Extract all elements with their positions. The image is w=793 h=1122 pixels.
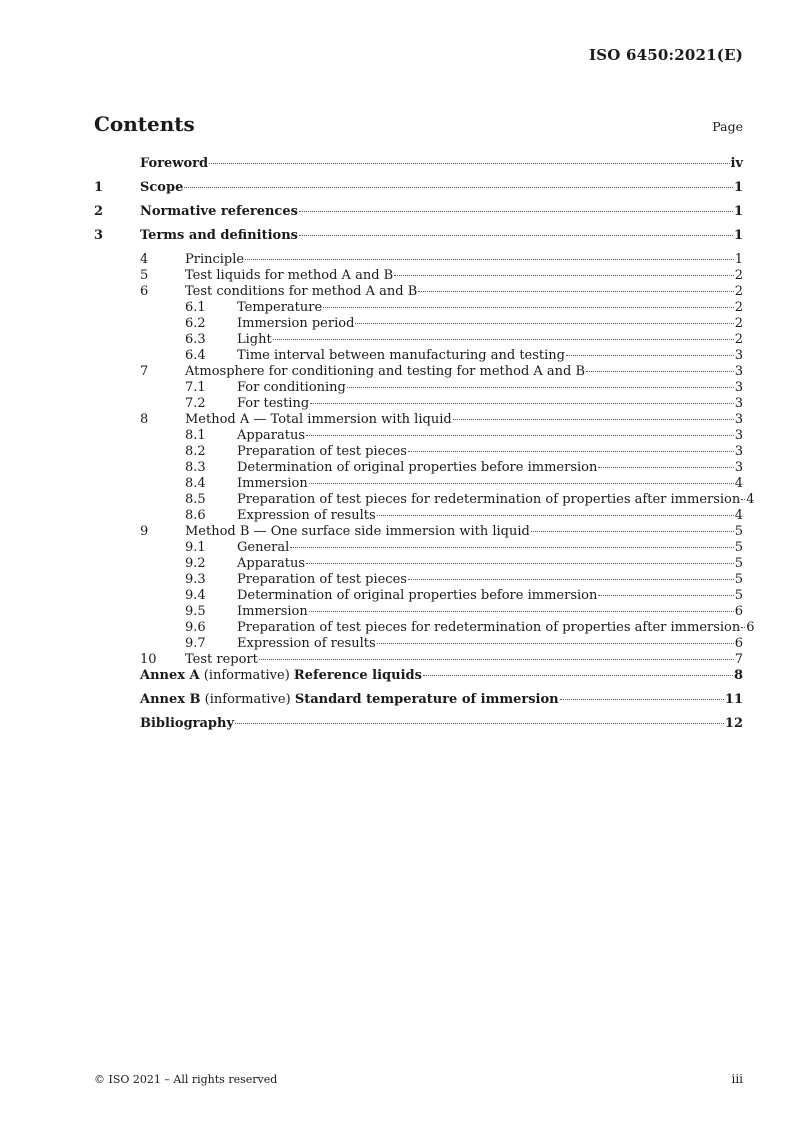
toc-entry-title: Apparatus [237, 428, 306, 443]
toc-entry-number: 8.3 [185, 460, 206, 475]
toc-entry-title: Atmosphere for conditioning and testing for method A and B [185, 364, 586, 379]
dot-leader [273, 339, 734, 340]
toc-entry-title: Immersion period [237, 316, 355, 331]
annex-title: Reference liquids [293, 668, 422, 683]
page-number: iii [731, 1072, 743, 1086]
toc-entry[interactable] [94, 540, 743, 556]
toc-entry-number: 4 [140, 252, 149, 267]
toc-entry-title: Foreword [140, 156, 209, 171]
toc-entry-title: Preparation of test pieces for redetermination of properties after immersion [237, 620, 741, 635]
toc-entry[interactable] [94, 444, 743, 460]
toc-entry-page: 3 [734, 444, 743, 459]
toc-entry-page: 2 [734, 316, 743, 331]
toc-entry-page: 6 [746, 620, 755, 635]
dot-leader [741, 627, 745, 628]
toc-entry-page: 1 [733, 228, 743, 243]
toc-entry-title: Normative references [140, 204, 298, 219]
toc-entry[interactable] [94, 716, 743, 740]
toc-entry[interactable] [94, 180, 743, 204]
toc-entry-title: Expression of results [237, 636, 376, 651]
toc-entry-page: 4 [746, 492, 755, 507]
toc-entry[interactable] [94, 332, 743, 348]
toc-entry-number: 7.1 [185, 380, 206, 395]
dot-leader [394, 275, 734, 276]
annex-qualifier: (informative) [199, 668, 294, 683]
toc-entry-number: 1 [94, 180, 104, 195]
toc-entry-number: 7.2 [185, 396, 206, 411]
toc-entry[interactable] [94, 284, 743, 300]
toc-entry[interactable] [94, 652, 743, 668]
toc-entry-title: Principle [185, 252, 245, 267]
dot-leader [531, 531, 734, 532]
dot-leader [209, 163, 729, 164]
dot-leader [259, 659, 734, 660]
toc-entry-page: 1 [733, 180, 743, 195]
toc-entry[interactable] [94, 396, 743, 412]
toc-entry-number: 8.6 [185, 508, 206, 523]
toc-entry-title [140, 692, 559, 708]
toc-entry-number: 2 [94, 204, 104, 219]
toc-entry-number: 9.2 [185, 556, 206, 571]
toc-entry-title: Immersion [237, 604, 308, 619]
toc-entry-page: iv [730, 156, 743, 171]
toc-entry-page: 1 [733, 204, 743, 219]
toc-entry[interactable] [94, 412, 743, 428]
toc-entry-number: 6 [140, 284, 149, 299]
toc-entry[interactable] [94, 692, 743, 716]
toc-entry-title: Bibliography [140, 716, 235, 731]
toc-entry-title: Test report [185, 652, 258, 667]
toc-entry-title: Test liquids for method A and B [185, 268, 394, 283]
toc-entry-title: Expression of results [237, 508, 376, 523]
page-title: Contents [94, 112, 195, 136]
dot-leader [408, 451, 734, 452]
dot-leader [347, 387, 734, 388]
toc-entry-number: 8.5 [185, 492, 206, 507]
dot-leader [306, 435, 734, 436]
toc-entry-page: 7 [734, 652, 743, 667]
toc-entry-title: Apparatus [237, 556, 306, 571]
dot-leader [377, 643, 734, 644]
toc-entry-title: For conditioning [237, 380, 346, 395]
toc-entry-number: 9.3 [185, 572, 206, 587]
toc-entry-page: 5 [734, 524, 743, 539]
dot-leader [741, 499, 745, 500]
dot-leader [423, 675, 733, 676]
toc-entry-number: 6.1 [185, 300, 206, 315]
toc-entry[interactable] [94, 364, 743, 380]
toc-entry[interactable] [94, 316, 743, 332]
toc-entry-page: 5 [734, 540, 743, 555]
toc-entry-title: Determination of original properties before immersion [237, 588, 598, 603]
annex-qualifier: (informative) [200, 692, 295, 707]
toc-entry[interactable] [94, 268, 743, 284]
toc-entry-page: 3 [734, 364, 743, 379]
toc-entry-title: Scope [140, 180, 184, 195]
toc-entry-page: 12 [724, 716, 743, 731]
toc-entry-page: 3 [734, 428, 743, 443]
toc-entry-number: 9.4 [185, 588, 206, 603]
toc-entry-title: Time interval between manufacturing and testing [237, 348, 565, 363]
toc-entry-title: Immersion [237, 476, 308, 491]
toc-entry-page: 3 [734, 396, 743, 411]
toc-entry-page: 4 [734, 508, 743, 523]
toc-entry[interactable] [94, 636, 743, 652]
toc-entry-title: General [237, 540, 290, 555]
toc-entry[interactable] [94, 348, 743, 364]
toc-entry-page: 2 [734, 284, 743, 299]
dot-leader [560, 699, 724, 700]
toc-entry-title: Determination of original properties before immersion [237, 460, 598, 475]
toc-entry-page: 1 [734, 252, 743, 267]
toc-entry-title: For testing [237, 396, 310, 411]
toc-entry[interactable] [94, 252, 743, 268]
toc-entry[interactable] [94, 620, 755, 636]
dot-leader [299, 211, 733, 212]
toc-entry[interactable] [94, 604, 743, 620]
toc-entry-number: 6.4 [185, 348, 206, 363]
dot-leader [566, 355, 734, 356]
dot-leader [453, 419, 734, 420]
dot-leader [245, 259, 734, 260]
toc-entry-page: 3 [734, 380, 743, 395]
toc-entry[interactable] [94, 572, 743, 588]
dot-leader [310, 403, 734, 404]
dot-leader [418, 291, 733, 292]
toc-entry[interactable] [94, 588, 743, 604]
toc-entry-number: 6.3 [185, 332, 206, 347]
toc-entry-page: 3 [734, 348, 743, 363]
toc-entry-number: 9.5 [185, 604, 206, 619]
toc-entry-title [140, 668, 422, 684]
toc-entry-page: 5 [734, 556, 743, 571]
toc-entry-number: 9 [140, 524, 149, 539]
toc-entry-title: Light [237, 332, 272, 347]
toc-entry-title: Temperature [237, 300, 323, 315]
toc-entry[interactable] [94, 204, 743, 228]
toc-entry-page: 3 [734, 460, 743, 475]
toc-entry[interactable] [94, 428, 743, 444]
toc-entry[interactable] [94, 476, 743, 492]
toc-entry[interactable] [94, 380, 743, 396]
toc-entry-page: 3 [734, 412, 743, 427]
toc-entry-number: 8.2 [185, 444, 206, 459]
annex-title: Standard temperature of immersion [294, 692, 559, 707]
toc-entry-page: 5 [734, 572, 743, 587]
dot-leader [355, 323, 733, 324]
dot-leader [323, 307, 734, 308]
toc-entry-page: 4 [734, 476, 743, 491]
toc-entry-number: 9.7 [185, 636, 206, 651]
toc-entry[interactable] [94, 300, 743, 316]
annex-label: Annex B [140, 692, 201, 707]
dot-leader [235, 723, 724, 724]
toc-entry[interactable] [94, 508, 743, 524]
table-of-contents [94, 156, 755, 740]
dot-leader [408, 579, 734, 580]
toc-entry-page: 2 [734, 268, 743, 283]
toc-entry-page: 2 [734, 332, 743, 347]
toc-entry-page: 2 [734, 300, 743, 315]
toc-entry[interactable] [94, 156, 743, 180]
toc-entry-number: 9.6 [185, 620, 206, 635]
copyright-notice: © ISO 2021 – All rights reserved [94, 1073, 278, 1086]
toc-entry-number: 8.4 [185, 476, 206, 491]
toc-entry-title: Method B — One surface side immersion with liquid [185, 524, 530, 539]
dot-leader [598, 595, 733, 596]
toc-entry-title: Preparation of test pieces [237, 572, 407, 587]
toc-entry-number: 8 [140, 412, 149, 427]
dot-leader [309, 611, 734, 612]
toc-entry[interactable] [94, 228, 743, 252]
toc-entry-page: 5 [734, 588, 743, 603]
toc-entry-title: Method A — Total immersion with liquid [185, 412, 452, 427]
dot-leader [306, 563, 734, 564]
dot-leader [377, 515, 734, 516]
toc-entry-title: Preparation of test pieces [237, 444, 407, 459]
toc-entry[interactable] [94, 668, 743, 692]
toc-entry-page: 11 [724, 692, 743, 707]
toc-entry-title: Terms and definitions [140, 228, 298, 243]
toc-entry[interactable] [94, 524, 743, 540]
dot-leader [586, 371, 734, 372]
dot-leader [309, 483, 734, 484]
toc-entry-number: 5 [140, 268, 149, 283]
toc-entry[interactable] [94, 556, 743, 572]
toc-entry-number: 10 [140, 652, 157, 667]
toc-entry-number: 3 [94, 228, 104, 243]
dot-leader [184, 187, 733, 188]
page-column-label: Page [712, 119, 743, 134]
toc-entry-number: 7 [140, 364, 149, 379]
toc-entry-number: 6.2 [185, 316, 206, 331]
toc-entry[interactable] [94, 460, 743, 476]
toc-entry-page: 6 [734, 636, 743, 651]
document-id: ISO 6450:2021(E) [589, 46, 743, 64]
annex-label: Annex A [140, 668, 200, 683]
dot-leader [598, 467, 733, 468]
dot-leader [299, 235, 733, 236]
toc-entry-number: 8.1 [185, 428, 206, 443]
toc-entry-page: 6 [734, 604, 743, 619]
toc-entry-title: Preparation of test pieces for redetermination of properties after immersion [237, 492, 741, 507]
toc-entry[interactable] [94, 492, 755, 508]
dot-leader [290, 547, 733, 548]
toc-entry-page: 8 [733, 668, 743, 683]
toc-entry-number: 9.1 [185, 540, 206, 555]
toc-entry-title: Test conditions for method A and B [185, 284, 418, 299]
